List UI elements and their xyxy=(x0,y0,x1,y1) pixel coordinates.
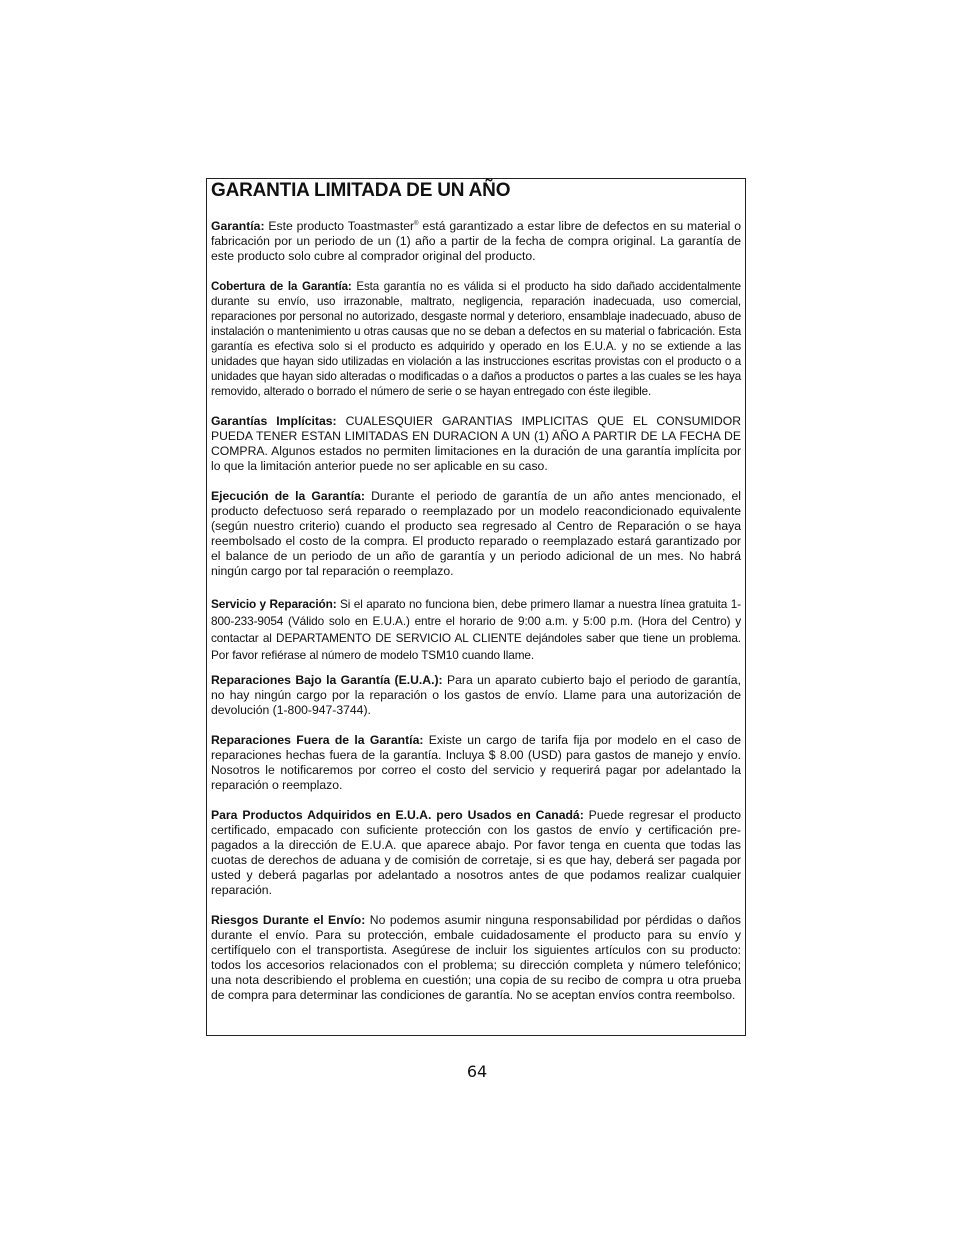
section-heading: Reparaciones Bajo la Garantía (E.U.A.): xyxy=(211,673,443,687)
page-number: 64 xyxy=(466,1062,488,1081)
section-ejecucion: Ejecución de la Garantía: Durante el periodo de garantía de un año antes mencionado, el producto defectuoso será reparado o reemplazado por un modelo reacondicionado equivalente (según nuestro criterio) cuando el producto sea regresado al Centro de Reparación o se haya reembolsado el costo de la compra. El producto reparado o reemplazado estará garantizado por el balance de un periodo de un año de garantía y un periodo adicional de un mes. No habrá ningún cargo por tal reparación o reemplazo. xyxy=(211,489,741,578)
section-heading: Cobertura de la Garantía: xyxy=(211,280,352,293)
registered-mark: ® xyxy=(414,220,419,227)
section-heading: Ejecución de la Garantía: xyxy=(211,489,365,503)
section-implicitas: Garantías Implícitas: CUALESQUIER GARANTIAS IMPLICITAS QUE EL CONSUMIDOR PUEDA TENER ESTAN LIMITADAS EN DURACION A UN (1) AÑO A PARTIR DE LA FECHA DE COMPRA. Algunos estados no permiten limitaciones en la duración de una garantía implícita por lo que la limitación anterior puede no ser aplicable en su caso. xyxy=(211,414,741,473)
section-riesgos: Riesgos Durante el Envío: No podemos asumir ninguna responsabilidad por pérdidas o daños durante el envío. Para su protección, embale cuidadosamente el producto para su envío y certifíquelo con el transportista. Asegúrese de incluir los siguientes artículos con su producto: todos los accesorios relacionados con el problema; su dirección completa y número telefónico; una nota describiendo el problema en cuestión; una copia de su recibo de compra u otra prueba de compra para determinar las condiciones de garantía. No se aceptan envíos contra reembolso. xyxy=(211,913,742,1002)
section-heading: Garantías Implícitas: xyxy=(211,414,337,428)
section-canada: Para Productos Adquiridos en E.U.A. pero Usados en Canadá: Puede regresar el producto certificado, empacado con suficiente protección con los gastos de envío y certificación pre-pagados a la dirección de E.U.A. que aparece abajo. Por favor tenga en cuenta que todas las cuotas de derechos de aduana y de comisión de corretaje, si es que hay, deberá ser pagada por usted y deberá pagarlas por adelantado a nosotros antes de que podamos realizar cualquier reparación. xyxy=(211,808,741,897)
section-fuera-garantia: Reparaciones Fuera de la Garantía: Existe un cargo de tarifa fija por modelo en el caso de reparaciones hechas fuera de la garantía. Incluya $ 8.00 (USD) para gastos de manejo y envío. Nosotros le notificaremos por correo el costo del servicio y requerirá pagar por adelantado la reparación o reemplazo. xyxy=(211,733,741,792)
warranty-box xyxy=(206,178,746,1036)
section-garantia: Garantía: Este producto Toastmaster® está garantizado a estar libre de defectos en su material o fabricación por un periodo de un (1) año a partir de la fecha de compra original. La garantía de este producto solo cubre al comprador original del producto. xyxy=(211,219,741,263)
section-heading: Servicio y Reparación: xyxy=(211,597,337,611)
section-heading: Riesgos Durante el Envío: xyxy=(211,913,366,927)
section-heading: Para Productos Adquiridos en E.U.A. pero Usados en Canadá: xyxy=(211,808,584,822)
section-heading: Reparaciones Fuera de la Garantía: xyxy=(211,733,424,747)
section-cobertura: Cobertura de la Garantía: Esta garantía no es válida si el producto ha sido dañado accidentalmente durante su envío, uso irrazonable, maltrato, negligencia, reparación inadecuada, uso comercial, reparaciones por personal no autorizado, desgaste normal y deterioro, ensamblaje inadecuado, abuso de instalación o mantenimiento u otras causas que no se deban a defectos en su material o fabricación. Esta garantía es efectiva solo si el producto es adquirido y operado en los E.U.A. y no se extiende a las unidades que hayan sido utilizadas en violación a las instrucciones escritas provistas con el producto o a unidades que hayan sido alteradas o modificadas o a daños a productos o partes a las cuales se les haya removido, alterado o borrado el número de serie o se hayan entregado con éste ilegible. xyxy=(211,280,741,398)
section-heading: Garantía: xyxy=(211,219,265,233)
section-bajo-garantia: Reparaciones Bajo la Garantía (E.U.A.): Para un aparato cubierto bajo el periodo de garantía, no hay ningún cargo por la reparación o los gastos de envío. Llame para una autorización de devolución (1-800-947-3744). xyxy=(211,673,741,717)
page-title: GARANTIA LIMITADA DE UN AÑO xyxy=(211,180,511,201)
section-servicio: Servicio y Reparación: Si el aparato no funciona bien, debe primero llamar a nuestra línea gratuita 1-800-233-9054 (Válido solo en E.U.A.) entre el horario de 9:00 a.m. y 5:00 p.m. (Hora del Centro) y contactar al DEPARTAMENTO DE SERVICIO AL CLIENTE dejándoles saber que tiene un problema. Por favor refiérase al número de modelo TSM10 cuando llame. xyxy=(211,597,741,662)
